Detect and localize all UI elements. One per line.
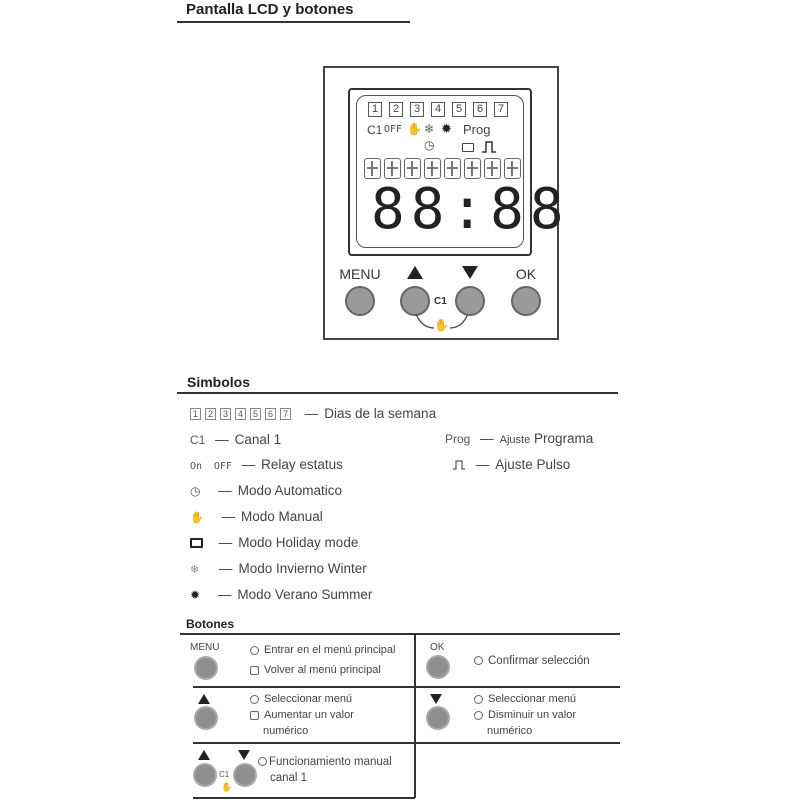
menu-cell-button xyxy=(194,656,218,680)
symbol-label: Relay estatus xyxy=(261,457,343,472)
up-cell-button xyxy=(194,706,218,730)
lcd-day-2: 2 xyxy=(389,102,403,117)
menu-cell-text xyxy=(250,642,395,678)
bullet-icon xyxy=(258,757,267,766)
lcd-channel: C1 xyxy=(367,123,383,137)
dash: — xyxy=(215,432,229,447)
title-underline xyxy=(177,21,410,23)
down-line-2: Disminuir un valor xyxy=(488,709,577,721)
ok-cell-text xyxy=(474,653,590,669)
suitcase-icon xyxy=(462,143,474,152)
bullet-icon xyxy=(250,646,259,655)
suitcase-icon xyxy=(190,538,203,548)
combo-hand-icon: ✋ xyxy=(434,318,449,332)
ok-cell-label: OK xyxy=(430,642,445,653)
symbol-row-winter xyxy=(190,561,367,576)
up-arrow-icon xyxy=(407,266,423,279)
table-divider-vertical xyxy=(414,633,416,798)
combo-line-1: Funcionamiento manual xyxy=(269,756,392,768)
section-title-symbols: Simbolos xyxy=(187,374,251,390)
menu-button[interactable] xyxy=(345,286,375,316)
up-line-2: Aumentar un valor xyxy=(264,709,354,721)
down-line-3: numérico xyxy=(487,725,533,737)
lcd-alnum-7 xyxy=(484,158,501,179)
symbol-row-holiday xyxy=(190,535,358,550)
symbol-label: Modo Verano Summer xyxy=(237,587,373,602)
combo-up-button xyxy=(193,763,217,787)
lcd-day-4: 4 xyxy=(431,102,445,117)
bullet-icon xyxy=(250,695,259,704)
menu-line-1: Entrar en el menú principal xyxy=(264,644,396,656)
symbol-label: Modo Manual xyxy=(240,509,323,524)
dash: — xyxy=(221,509,235,524)
symbol-label: Dias de la semana xyxy=(324,406,437,421)
symbol-row-auto xyxy=(190,483,342,498)
symbol-row-channel xyxy=(190,432,281,447)
day-box-4: 4 xyxy=(235,408,246,420)
relay-off-symbol: OFF xyxy=(213,461,232,472)
down-arrow-icon xyxy=(462,266,478,279)
day-box-7: 7 xyxy=(280,408,291,420)
bullet-icon xyxy=(250,666,259,675)
hand-icon: ✋ xyxy=(190,512,204,524)
pulse-icon xyxy=(481,140,497,153)
pulse-icon xyxy=(452,460,466,470)
snowflake-icon: ❄ xyxy=(190,564,200,576)
dash: — xyxy=(218,561,233,576)
ok-cell-button xyxy=(426,655,450,679)
down-line-1: Seleccionar menú xyxy=(488,693,577,705)
symbol-row-pulse xyxy=(452,457,570,472)
manual-hand-icon: ✋ xyxy=(407,122,422,136)
combo-down-button xyxy=(233,763,257,787)
symbol-label: Modo Invierno Winter xyxy=(238,561,367,576)
clock-icon: ◷ xyxy=(424,138,435,152)
up-cell-text xyxy=(250,691,354,739)
combo-line-2: canal 1 xyxy=(270,772,308,784)
lcd-alnum-5 xyxy=(444,158,461,179)
channel-symbol: C1 xyxy=(190,433,206,447)
up-line-3: numérico xyxy=(263,725,309,737)
dash: — xyxy=(241,457,256,472)
lcd-prog: Prog xyxy=(463,122,491,137)
snowflake-icon: ❄ xyxy=(424,122,435,136)
up-arrow-icon xyxy=(198,750,210,760)
symbol-label: Modo Automatico xyxy=(237,483,343,498)
symbol-label: Ajuste Pulso xyxy=(495,457,571,472)
lcd-day-7: 7 xyxy=(494,102,508,117)
bullet-icon xyxy=(474,656,483,665)
symbol-row-summer xyxy=(190,587,372,602)
dash: — xyxy=(480,431,494,446)
sun-icon: ✹ xyxy=(190,588,201,602)
down-cell-text xyxy=(474,691,576,739)
symbol-row-manual xyxy=(190,509,323,524)
clock-icon: ◷ xyxy=(190,484,201,498)
ok-label: OK xyxy=(515,266,537,282)
lcd-day-6: 6 xyxy=(473,102,487,117)
lcd-relay-status: OFF xyxy=(384,124,403,135)
lcd-alnum-6 xyxy=(464,158,481,179)
day-box-2: 2 xyxy=(205,408,216,420)
down-button[interactable] xyxy=(455,286,485,316)
down-arrow-icon xyxy=(238,750,250,760)
ok-line-1: Confirmar selección xyxy=(488,655,590,667)
day-box-5: 5 xyxy=(250,408,261,420)
lcd-alnum-2 xyxy=(384,158,401,179)
table-border-bottom xyxy=(193,797,415,799)
dash: — xyxy=(218,483,232,498)
down-arrow-icon xyxy=(430,694,442,704)
menu-line-2: Volver al menú principal xyxy=(264,664,381,676)
day-box-6: 6 xyxy=(265,408,276,420)
dash: — xyxy=(218,535,233,550)
prog-symbol: Prog xyxy=(445,432,471,446)
menu-cell-label: MENU xyxy=(190,642,220,653)
lcd-alnum-1 xyxy=(364,158,381,179)
lcd-alnum-4 xyxy=(424,158,441,179)
sun-icon: ✹ xyxy=(441,121,452,136)
section-title-lcd: Pantalla LCD y botones xyxy=(186,1,354,18)
up-line-1: Seleccionar menú xyxy=(264,693,353,705)
prog-label-prefix: Ajuste xyxy=(499,434,531,446)
symbol-row-prog xyxy=(445,431,593,446)
lcd-day-5: 5 xyxy=(452,102,466,117)
combo-c1-label: C1 xyxy=(434,296,447,307)
up-arrow-icon xyxy=(198,694,210,704)
symbols-underline xyxy=(177,392,618,394)
dash: — xyxy=(217,587,232,602)
day-box-1: 1 xyxy=(190,408,201,420)
lcd-alnum-3 xyxy=(404,158,421,179)
combo-cell-text xyxy=(258,754,392,786)
dash: — xyxy=(475,457,490,472)
symbol-row-days xyxy=(190,406,436,421)
table-border-top xyxy=(180,633,620,635)
dash: — xyxy=(304,406,319,421)
bullet-icon xyxy=(474,711,483,720)
lcd-alnum-8 xyxy=(504,158,521,179)
bullet-icon xyxy=(250,711,259,720)
ok-button[interactable] xyxy=(511,286,541,316)
day-box-3: 3 xyxy=(220,408,231,420)
section-title-buttons: Botones xyxy=(186,617,234,631)
menu-label: MENU xyxy=(339,266,381,282)
table-border-row2 xyxy=(193,742,620,744)
table-border-row1 xyxy=(193,686,620,688)
combo-c1-label: C1 xyxy=(219,770,230,779)
symbol-label: Programa xyxy=(533,431,594,446)
down-cell-button xyxy=(426,706,450,730)
combo-hand-icon: ✋ xyxy=(221,782,233,792)
symbol-label: Canal 1 xyxy=(234,432,282,447)
lcd-time-display: 88:88 xyxy=(371,177,570,242)
lcd-day-3: 3 xyxy=(410,102,424,117)
lcd-day-1: 1 xyxy=(368,102,382,117)
bullet-icon xyxy=(474,695,483,704)
symbol-row-relay xyxy=(190,457,343,472)
relay-on-symbol: On xyxy=(190,461,203,472)
symbol-label: Modo Holiday mode xyxy=(238,535,359,550)
